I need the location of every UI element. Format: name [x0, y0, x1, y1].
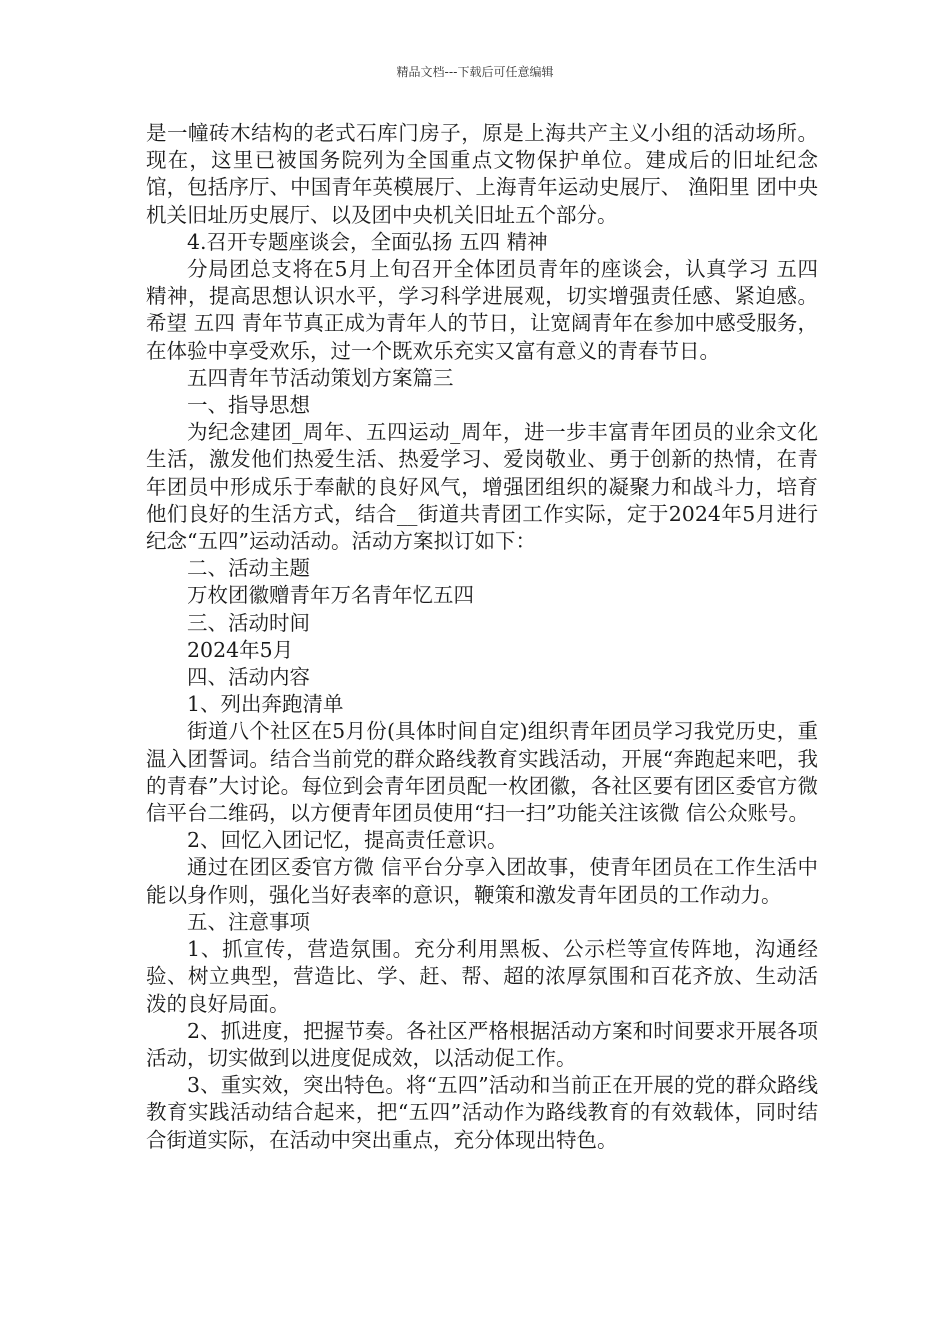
paragraph-note-1: 1、抓宣传，营造氛围。充分利用黑板、公示栏等宣传阵地，沟通经验、树立典型，营造比、学、赶、帮、超的浓厚氛围和百花齐放、生动活泼的良好局面。: [146, 937, 818, 1016]
paragraph-running-list: 街道八个社区在5月份(具体时间自定)组织青年团员学习我党历史，重温入团誓词。结合当前党的群众路线教育实践活动，开展“奔跑起来吧，我的青春”大讨论。每位到会青年团员配一枚团徽，各社区要有团区委官方微 信平台二维码，以方便青年团员使用“扫一扫”功能关注该微 信公众账号。: [146, 719, 818, 826]
paragraph-symposium: 分局团总支将在5月上旬召开全体团员青年的座谈会，认真学习 五四 精神，提高思想认识水平，学习科学进展观，切实增强责任感、紧迫感。希望 五四 青年节真正成为青年人的节日，让宽阔青年在参加中感受服务，在体验中享受欢乐，过一个既欢乐充实又富有意义的青春节日。: [146, 257, 818, 363]
subheading-running-list: 1、列出奔跑清单: [187, 692, 344, 717]
section-title-plan-three: 五四青年节活动策划方案篇三: [187, 365, 454, 390]
subheading-memory: 2、回忆入团记忆，提高责任意识。: [187, 828, 508, 853]
heading-activity-content: 四、活动内容: [187, 665, 310, 690]
heading-notes: 五、注意事项: [187, 909, 310, 934]
paragraph-note-3: 3、重实效，突出特色。将“五四”活动和当前正在开展的党的群众路线教育实践活动结合起来，把“五四”活动作为路线教育的有效载体，同时结合街道实际，在活动中突出重点，充分体现出特色。: [146, 1073, 818, 1152]
paragraph-activity-theme: 万枚团徽赠青年万名青年忆五四: [187, 583, 474, 608]
heading-guiding-ideology: 一、指导思想: [187, 393, 310, 418]
heading-activity-theme: 二、活动主题: [187, 556, 310, 581]
heading-activity-time: 三、活动时间: [187, 610, 310, 635]
paragraph-memory: 通过在团区委官方微 信平台分享入团故事，使青年团员在工作生活中能以身作则，强化当好表率的意识，鞭策和激发青年团员的工作动力。: [146, 855, 818, 907]
document-body: [146, 120, 818, 1154]
paragraph-note-2: 2、抓进度，把握节奏。各社区严格根据活动方案和时间要求开展各项活动，切实做到以进度促成效，以活动促工作。: [146, 1018, 818, 1070]
paragraph-memorial-description: 是一幢砖木结构的老式石库门房子，原是上海共产主义小组的活动场所。现在，这里已被国务院列为全国重点文物保护单位。建成后的旧址纪念馆，包括序厅、中国青年英模展厅、上海青年运动史展厅、 渔阳里 团中央机关旧址历史展厅、以及团中央机关旧址五个部分。: [146, 121, 818, 227]
page-header: 精品文档---下载后可任意编辑: [396, 65, 554, 79]
paragraph-item-4-heading: 4.召开专题座谈会，全面弘扬 五四 精神: [187, 229, 548, 254]
paragraph-activity-time: 2024年5月: [187, 637, 294, 662]
paragraph-guiding-ideology: 为纪念建团_周年、五四运动_周年，进一步丰富青年团员的业余文化生活，激发他们热爱生活、热爱学习、爱岗敬业、勇于创新的热情，在青年团员中形成乐于奉献的良好风气，增强团组织的凝聚力和战斗力，培育他们良好的生活方式，结合__街道共青团工作实际，定于2024年5月进行纪念“五四”运动活动。活动方案拟订如下：: [146, 420, 818, 554]
